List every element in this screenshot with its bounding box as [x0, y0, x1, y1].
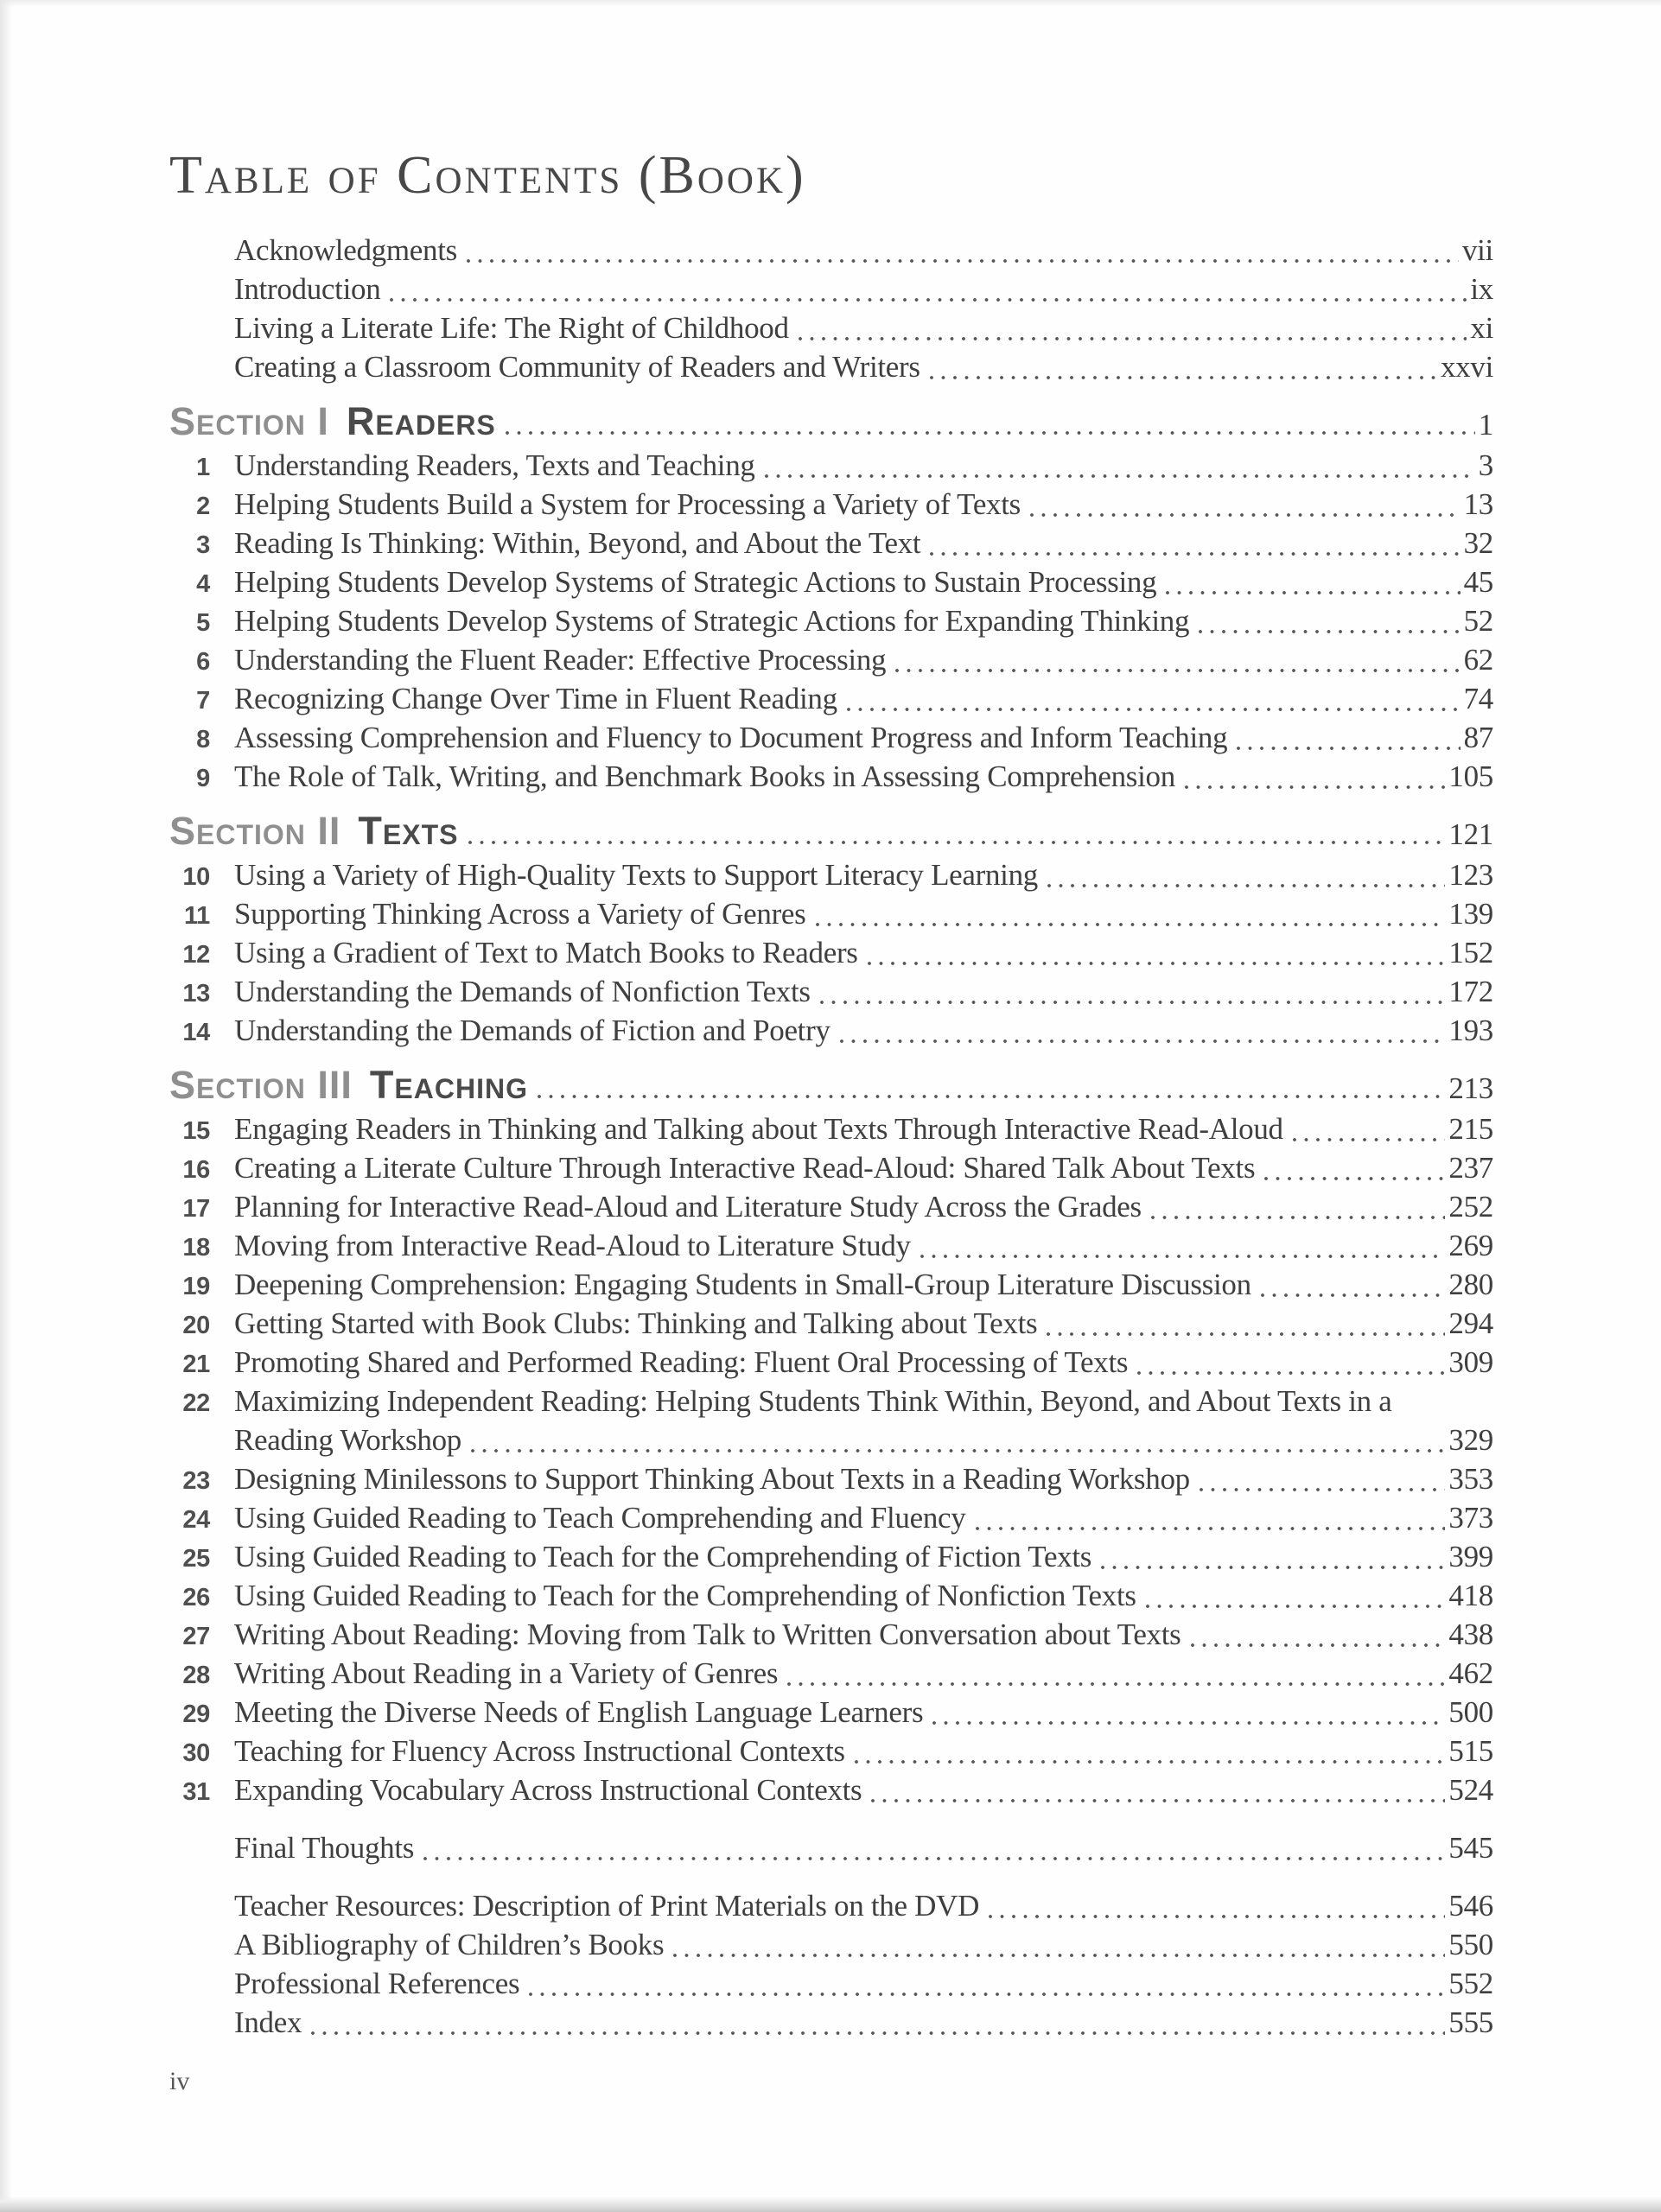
section-heading: [169, 806, 1493, 855]
toc-entry: [169, 1732, 1493, 1770]
toc-entry: [169, 1382, 1493, 1421]
dot-leader: [1292, 1137, 1446, 1142]
section-name: Readers: [346, 399, 496, 443]
dot-leader: [1047, 883, 1445, 888]
entry-page: xi: [1470, 311, 1493, 345]
entry-page: 45: [1463, 565, 1493, 599]
toc-entry: [169, 270, 1493, 308]
dot-leader: [975, 1526, 1446, 1531]
entry-page: 139: [1448, 897, 1493, 931]
toc-entry: [169, 1770, 1493, 1809]
entry-page: 438: [1448, 1618, 1493, 1651]
entry-page: 52: [1463, 604, 1493, 638]
dot-leader: [470, 1448, 1445, 1453]
entry-title: Reading Workshop: [234, 1423, 461, 1457]
section-name: Teaching: [369, 1063, 528, 1107]
dot-leader: [929, 375, 1437, 380]
folio-page-number: iv: [169, 2067, 190, 2095]
toc-entry: [169, 1011, 1493, 1050]
dot-leader: [1190, 1643, 1446, 1648]
dot-leader: [672, 1953, 1445, 1958]
dot-leader: [466, 258, 1459, 264]
toc-entry: [169, 347, 1493, 386]
entry-page: 418: [1448, 1579, 1493, 1612]
entry-page: 172: [1448, 975, 1493, 1008]
section-label: Section I: [169, 399, 329, 443]
entry-title: Understanding the Fluent Reader: Effective Processing: [234, 643, 887, 677]
toc-entry: [169, 1925, 1493, 1964]
chapter-number: 20: [182, 1312, 210, 1339]
entry-title: Planning for Interactive Read-Aloud and Literature Study Across the Grades: [234, 1190, 1142, 1224]
entry-page: 32: [1463, 526, 1493, 560]
dot-leader: [1145, 1604, 1446, 1609]
dot-leader: [1236, 746, 1460, 751]
entry-page: 550: [1448, 1928, 1493, 1961]
entry-title: Understanding Readers, Texts and Teaching: [234, 448, 755, 482]
toc-entry: [169, 446, 1493, 485]
dot-leader: [920, 1254, 1446, 1259]
entry-title: Using Guided Reading to Teach Comprehending and Fluency: [234, 1501, 966, 1535]
toc-entry: [169, 1187, 1493, 1226]
entry-page: ix: [1470, 272, 1493, 306]
toc-entry: [169, 1109, 1493, 1148]
chapter-number: 15: [182, 1117, 210, 1145]
entry-title: Teaching for Fluency Across Instructional Contexts: [234, 1734, 845, 1768]
chapter-number: 25: [182, 1545, 210, 1573]
entry-page: 546: [1448, 1889, 1493, 1923]
dot-leader: [932, 1720, 1445, 1726]
chapter-number: 10: [182, 863, 210, 891]
chapter-number: 9: [196, 765, 210, 792]
toc-entry: [169, 640, 1493, 679]
dot-leader: [846, 707, 1461, 712]
entry-title: Expanding Vocabulary Across Instructional Contexts: [234, 1773, 862, 1807]
toc-entry: [169, 1459, 1493, 1498]
entry-page: 193: [1448, 1014, 1493, 1047]
dot-leader: [468, 840, 1446, 845]
entry-page: 524: [1448, 1773, 1493, 1807]
toc-entry: [169, 1265, 1493, 1304]
entry-page: 280: [1448, 1268, 1493, 1301]
entry-title: Deepening Comprehension: Engaging Students in Small-Group Literature Discussion: [234, 1268, 1251, 1301]
toc-entry: [169, 485, 1493, 524]
toc-entry: [169, 1498, 1493, 1537]
entry-title: Understanding the Demands of Fiction and Poetry: [234, 1014, 830, 1047]
toc-entry: [169, 1421, 1493, 1459]
entry-title: Moving from Interactive Read-Aloud to Literature Study: [234, 1229, 911, 1262]
entry-title: Creating a Literate Culture Through Interactive Read-Aloud: Shared Talk About Texts: [234, 1151, 1256, 1185]
entry-title: Supporting Thinking Across a Variety of Genres: [234, 897, 806, 931]
entry-page: xxvi: [1440, 350, 1493, 384]
entry-page: 215: [1448, 1112, 1493, 1146]
dot-leader: [1150, 1215, 1446, 1220]
dot-leader: [815, 922, 1446, 927]
entry-title: Using Guided Reading to Teach for the Comprehending of Nonfiction Texts: [234, 1579, 1136, 1612]
entry-title: Acknowledgments: [234, 233, 457, 267]
entry-title: Writing About Reading in a Variety of Genres: [234, 1656, 779, 1690]
dot-leader: [505, 430, 1475, 435]
toc-entry: [169, 2003, 1493, 2042]
toc-entry: [169, 1964, 1493, 2003]
entry-page: 74: [1463, 682, 1493, 715]
entry-page: 62: [1463, 643, 1493, 677]
section-heading: [169, 397, 1493, 446]
entry-page: 373: [1448, 1501, 1493, 1535]
chapter-number: 6: [196, 648, 210, 676]
toc-entry: [169, 718, 1493, 757]
entry-page: 545: [1448, 1831, 1493, 1865]
dot-leader: [870, 1798, 1445, 1803]
dot-leader: [988, 1914, 1445, 1919]
entry-page: 3: [1478, 448, 1493, 482]
entry-title: Assessing Comprehension and Fluency to Document Progress and Inform Teaching: [234, 721, 1228, 754]
section-page: 121: [1448, 817, 1493, 851]
chapter-number: 7: [196, 687, 210, 715]
toc-entry: [169, 524, 1493, 563]
entry-title: Using Guided Reading to Teach for the Comprehending of Fiction Texts: [234, 1540, 1092, 1573]
entry-page: 13: [1463, 487, 1493, 521]
dot-leader: [423, 1856, 1445, 1861]
entry-title: Index: [234, 2005, 302, 2039]
entry-title: Promoting Shared and Performed Reading: Fluent Oral Processing of Texts: [234, 1345, 1129, 1379]
dot-leader: [310, 2031, 1445, 2036]
dot-leader: [1198, 629, 1460, 634]
entry-title: Maximizing Independent Reading: Helping Students Think Within, Beyond, and About Texts in a: [234, 1384, 1392, 1418]
section-name: Texts: [358, 809, 459, 853]
dot-leader: [1100, 1565, 1445, 1570]
chapter-number: 8: [196, 726, 210, 753]
entry-title: Helping Students Develop Systems of Strategic Actions to Sustain Processing: [234, 565, 1157, 599]
entry-page: 515: [1448, 1734, 1493, 1768]
chapter-number: 22: [182, 1389, 210, 1417]
entry-title: Helping Students Build a System for Processing a Variety of Texts: [234, 487, 1021, 521]
dot-leader: [1260, 1293, 1446, 1298]
chapter-number: 27: [182, 1623, 210, 1650]
dot-leader: [1199, 1487, 1446, 1492]
dot-leader: [786, 1681, 1445, 1687]
toc-entry: [169, 601, 1493, 640]
dot-leader: [1184, 785, 1445, 790]
chapter-number: 2: [196, 493, 210, 520]
toc-entry: [169, 1828, 1493, 1867]
section-page: 213: [1448, 1071, 1493, 1105]
entry-page: 399: [1448, 1540, 1493, 1573]
toc-entry: [169, 1576, 1493, 1615]
chapter-number: 19: [182, 1273, 210, 1300]
dot-leader: [1029, 512, 1461, 518]
chapter-number: 16: [182, 1156, 210, 1184]
chapter-number: 30: [182, 1739, 210, 1767]
chapter-number: 23: [182, 1467, 210, 1495]
chapter-number: 12: [182, 941, 210, 969]
toc-entry: [169, 1537, 1493, 1576]
toc-entry: [169, 1886, 1493, 1925]
entry-title: Professional References: [234, 1967, 520, 2000]
dot-leader: [1263, 1176, 1445, 1181]
toc-entry: [169, 894, 1493, 933]
entry-title: Final Thoughts: [234, 1831, 415, 1865]
entry-title: Using a Gradient of Text to Match Books to Readers: [234, 936, 858, 969]
section-label: Section II: [169, 809, 341, 853]
toc-entry: [169, 679, 1493, 718]
toc-list: [169, 231, 1493, 2042]
chapter-number: 26: [182, 1584, 210, 1611]
entry-title: A Bibliography of Children’s Books: [234, 1928, 665, 1961]
dot-leader: [537, 1094, 1445, 1099]
toc-entry: [169, 972, 1493, 1011]
entry-page: 237: [1448, 1151, 1493, 1185]
entry-page: vii: [1461, 233, 1493, 267]
chapter-number: 28: [182, 1662, 210, 1689]
chapter-number: 31: [182, 1778, 210, 1806]
toc-entry: [169, 855, 1493, 894]
entry-title: Designing Minilessons to Support Thinking About Texts in a Reading Workshop: [234, 1462, 1190, 1496]
dot-leader: [929, 551, 1460, 556]
toc-entry: [169, 308, 1493, 347]
dot-leader: [894, 668, 1460, 673]
entry-page: 105: [1448, 760, 1493, 793]
entry-page: 329: [1448, 1423, 1493, 1457]
section-heading: [169, 1060, 1493, 1109]
toc-entry: [169, 563, 1493, 601]
entry-title: Teacher Resources: Description of Print Materials on the DVD: [234, 1889, 980, 1923]
toc-entry: [169, 231, 1493, 270]
chapter-number: 11: [183, 902, 210, 930]
chapter-number: 1: [196, 454, 210, 481]
dot-leader: [528, 1992, 1445, 1997]
scan-edge-bottom: [0, 2196, 1661, 2212]
entry-page: 252: [1448, 1190, 1493, 1224]
chapter-number: 14: [182, 1019, 210, 1046]
chapter-number: 4: [196, 570, 210, 598]
entry-title: Introduction: [234, 272, 381, 306]
chapter-number: 21: [182, 1351, 210, 1378]
entry-title: Reading Is Thinking: Within, Beyond, and About the Text: [234, 526, 921, 560]
chapter-number: 29: [182, 1700, 210, 1728]
toc-entry: [169, 1304, 1493, 1343]
toc-entry: [169, 1654, 1493, 1693]
toc-entry: [169, 757, 1493, 796]
entry-title: Recognizing Change Over Time in Fluent Reading: [234, 682, 837, 715]
chapter-number: 17: [182, 1195, 210, 1223]
toc-entry: [169, 1148, 1493, 1187]
dot-leader: [1046, 1332, 1445, 1337]
entry-page: 123: [1448, 858, 1493, 892]
entry-page: 462: [1448, 1656, 1493, 1690]
dot-leader: [867, 961, 1446, 966]
chapter-number: 24: [182, 1506, 210, 1534]
entry-page: 552: [1448, 1967, 1493, 2000]
dot-leader: [1136, 1370, 1445, 1376]
toc-content: [169, 145, 1493, 2042]
entry-page: 269: [1448, 1229, 1493, 1262]
toc-entry: [169, 1615, 1493, 1654]
dot-leader: [819, 1000, 1446, 1005]
toc-entry: [169, 1693, 1493, 1732]
toc-entry: [169, 933, 1493, 972]
chapter-number: 3: [196, 531, 210, 559]
chapter-number: 13: [182, 980, 210, 1007]
entry-title: Engaging Readers in Thinking and Talking about Texts Through Interactive Read-Aloud: [234, 1112, 1283, 1146]
entry-title: Understanding the Demands of Nonfiction Texts: [234, 975, 811, 1008]
dot-leader: [854, 1759, 1446, 1764]
section-label: Section III: [169, 1063, 353, 1107]
entry-title: The Role of Talk, Writing, and Benchmark Books in Assessing Comprehension: [234, 760, 1175, 793]
dot-leader: [389, 297, 1467, 302]
chapter-number: 5: [196, 609, 210, 637]
dot-leader: [839, 1039, 1446, 1044]
entry-title: Writing About Reading: Moving from Talk to Written Conversation about Texts: [234, 1618, 1181, 1651]
entry-page: 555: [1448, 2005, 1493, 2039]
entry-title: Helping Students Develop Systems of Strategic Actions for Expanding Thinking: [234, 604, 1190, 638]
entry-title: Using a Variety of High-Quality Texts to Support Literacy Learning: [234, 858, 1039, 892]
entry-page: 87: [1463, 721, 1493, 754]
page-title: Table of Contents (Book): [169, 146, 806, 205]
section-page: 1: [1478, 408, 1493, 442]
dot-leader: [1165, 590, 1460, 595]
entry-title: Living a Literate Life: The Right of Childhood: [234, 311, 789, 345]
entry-page: 309: [1448, 1345, 1493, 1379]
dot-leader: [798, 336, 1467, 341]
entry-page: 500: [1448, 1695, 1493, 1729]
entry-page: 152: [1448, 936, 1493, 969]
entry-page: 294: [1448, 1306, 1493, 1340]
toc-entry: [169, 1226, 1493, 1265]
scan-edge-top: [0, 0, 1661, 7]
entry-page: 353: [1448, 1462, 1493, 1496]
chapter-number: 18: [182, 1234, 210, 1262]
entry-title: Creating a Classroom Community of Readers and Writers: [234, 350, 920, 384]
toc-entry: [169, 1343, 1493, 1382]
scan-edge-left: [0, 0, 12, 2212]
entry-title: Meeting the Diverse Needs of English Language Learners: [234, 1695, 924, 1729]
dot-leader: [764, 474, 1475, 479]
entry-title: Getting Started with Book Clubs: Thinking and Talking about Texts: [234, 1306, 1038, 1340]
